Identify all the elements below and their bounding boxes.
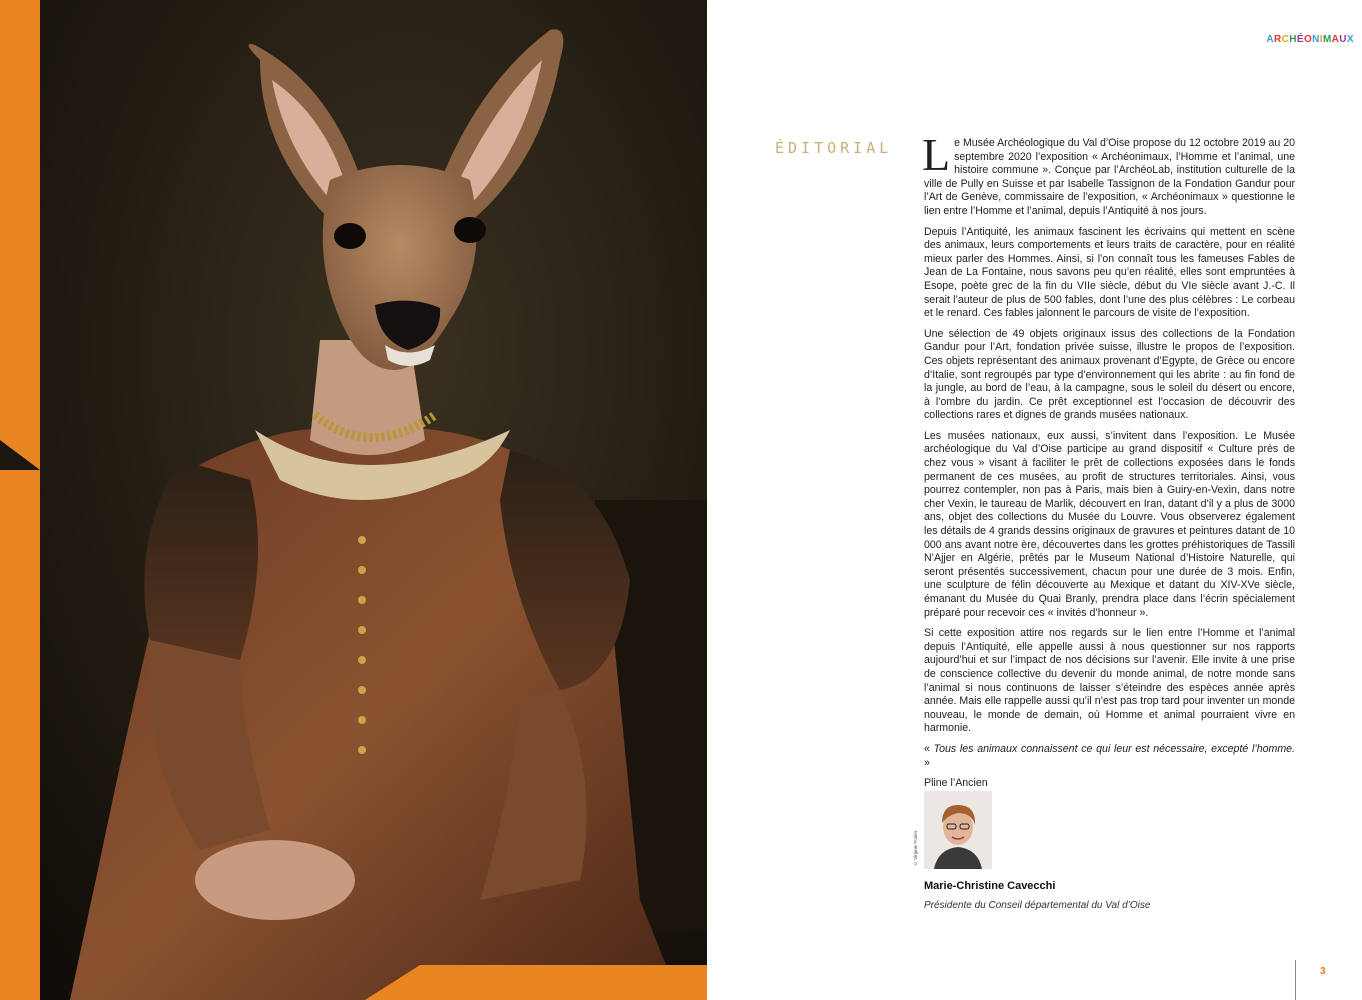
accent-strip-notch xyxy=(0,440,40,470)
paragraph-2: Depuis l’Antiquité, les animaux fascinent les écrivains qui mettent en scène des animaux, leurs comportements et leurs traits de caractère, pour en réalité mieux parler des Hommes. Ainsi, si l’on connaît tous les fameuses Fables de Jean de La Fontaine, nous savons peu qu’en réalité, elles sont empruntées à Esope, poète grec de la fin du VIIe siècle, début du VIe siècle avant J.-C. Il serait l’auteur de plus de 500 fables, dont l’une des plus célèbres : Le corbeau et le renard. Ces fables jalonnent le parcours de visite de l’exposition. xyxy=(924,225,1295,320)
brand-letter: X xyxy=(1346,34,1354,45)
paragraph-1-text: e Musée Archéologique du Val d’Oise propose du 12 octobre 2019 au 20 septembre 2020 l’exposition « Archéonimaux, l’Homme et l’animal, une histoire commune ». Conçue par l’ArchéoLab, institution culturelle de la ville de Pully en Suisse et par Isabelle Tassignon de la Fondation Gandur pour l’Art de Genève, commissaire de l’exposition, « Archéonimaux » questionne le lien entre l’Homme et l’animal, depuis l’Antiquité à nos jours. xyxy=(924,137,1295,217)
paragraph-5: Si cette exposition attire nos regards sur le lien entre l’Homme et l’animal depuis l’Antiquité, elle appelle aussi à nous questionner sur nos rapports aujourd’hui et sur l’impact de nos décisions sur l’avenir. Elle invite à une prise de conscience collective du devenir du monde animal, de notre monde sans l’animal si nous continuons de laisser s’éteindre des espèces année après année. Mais elle rappelle aussi qu’il n’est pas trop tard pour inventer un monde nouveau, le monde de demain, où Homme et animal pourraient vivre en harmonie. xyxy=(924,627,1295,735)
photo-credit: © Virginie Poirier xyxy=(913,830,918,866)
brand-letter: M xyxy=(1322,34,1332,45)
deer-portrait-photo xyxy=(40,0,707,1000)
right-page xyxy=(707,0,1362,1000)
section-title: ÉDITORIAL xyxy=(775,139,893,157)
brand-letter: U xyxy=(1339,34,1347,45)
author-name: Marie-Christine Cavecchi xyxy=(924,880,1056,892)
page-number: 3 xyxy=(1320,966,1326,977)
brand-letter: H xyxy=(1289,34,1297,45)
page-number-rule xyxy=(1295,960,1296,1000)
quote-open: « xyxy=(924,742,934,755)
drop-cap: L xyxy=(922,129,951,180)
brand-letter: É xyxy=(1296,34,1304,45)
brand-letter: R xyxy=(1273,34,1282,45)
paragraph-1 xyxy=(922,129,1295,219)
brand-letter: N xyxy=(1312,34,1320,45)
author-role: Présidente du Conseil départemental du Val d’Oise xyxy=(924,900,1151,911)
paragraph-3: Une sélection de 49 objets originaux issus des collections de la Fondation Gandur pour l’Art, fondation privée suisse, illustre le propos de l’exposition. Ces objets représentant des animaux provenant d’Egypte, de Grèce ou encore d’Italie, sont regroupés par type d’environnement qui les abrite : au fin fond de la jungle, au bord de l’eau, à la campagne, sous le soleil du désert ou encore, à l’ombre du jardin. Ce prêt exceptionnel est l’occasion de découvrir des collections rares et dignes de grands musées nationaux. xyxy=(924,327,1295,422)
brand-logo xyxy=(1266,34,1354,45)
brand-letter: A xyxy=(1331,34,1340,45)
quote-author: Pline l’Ancien xyxy=(924,777,988,790)
closing-quote xyxy=(924,743,1295,770)
brand-letter: C xyxy=(1281,34,1290,45)
left-accent-strip xyxy=(0,0,40,1000)
paragraph-4: Les musées nationaux, eux aussi, s’invitent dans l’exposition. Le Musée archéologique du Val d’Oise participe au grand dispositif « Culture près de chez vous » visant à faciliter le prêt de collections exposées dans le fonds permanent de ces musées, au profit de structures territoriales. Ainsi, vous pourrez contempler, non pas à Paris, mais bien à Guiry-en-Vexin, dans notre cher Vexin, le taureau de Marlik, découvert en Iran, datant d’il y a plus de 3000 ans, objet des collections du Musée du Louvre. Vous observerez également les détails de 4 grands dessins originaux de gravures et peintures datant de 10 000 ans avant notre ère, découvertes dans les grottes préhistoriques de Tassili N’Ajjer en Algérie, prêtés par le Museum National d’Histoire Naturelle, qui seront présentés successivement, chacun pour une durée de 3 mois. Enfin, une sculpture de félin découverte au Mexique et datant du XIV-XVe siècle, émanant du Musée du Quai Branly, prendra place dans l’écrin spécialement préparé pour recevoir ces « invités d’honneur ». xyxy=(924,429,1295,619)
quote-close: » xyxy=(924,756,930,769)
brand-letter: O xyxy=(1303,34,1313,45)
author-portrait xyxy=(924,791,992,869)
brand-letter: A xyxy=(1266,34,1274,45)
quote-text: Tous les animaux connaissent ce qui leur est nécessaire, excepté l’homme. xyxy=(933,742,1295,755)
editorial-body xyxy=(922,129,1295,798)
brand-letter: I xyxy=(1319,34,1323,45)
